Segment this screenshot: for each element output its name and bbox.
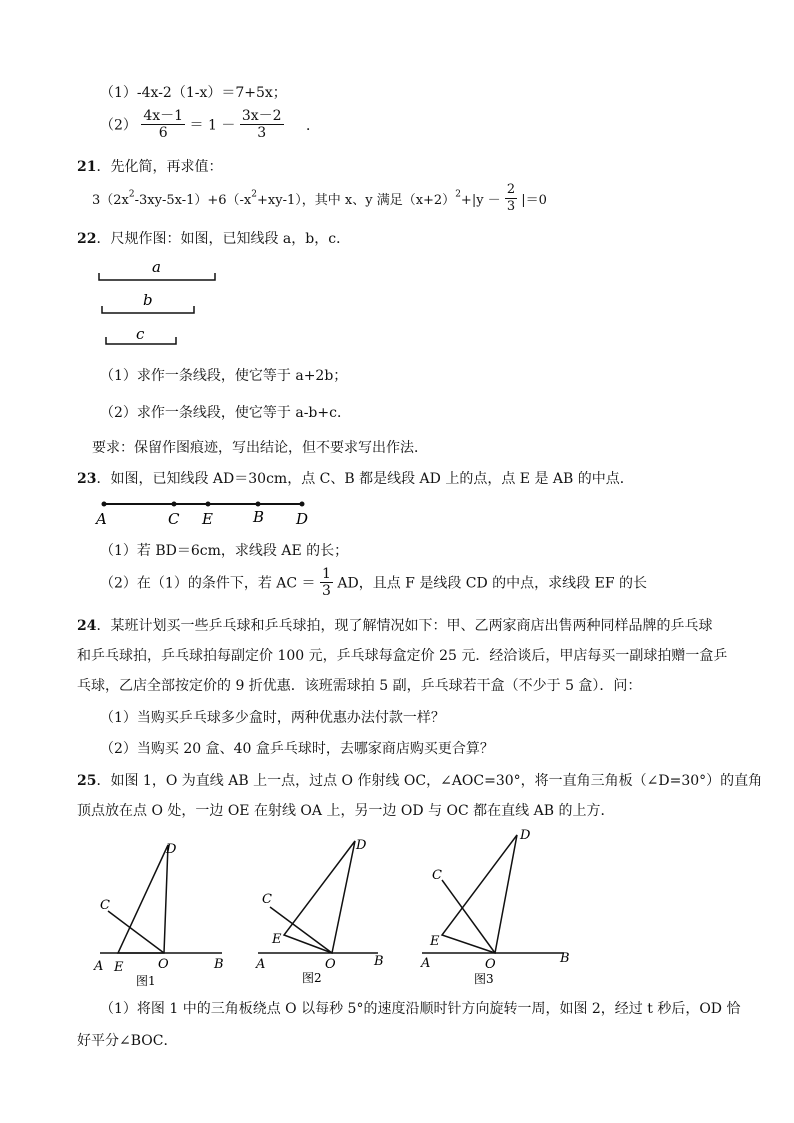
q23-part2 [100,566,647,604]
q24-line1-text: ．某班计划买一些乒乓球和乒乓球拍，现了解情况如下：甲、乙两家商店出售两种同样品牌的乒乓球 [96,618,713,634]
q21-sup-3: 2 [455,189,461,200]
q20-rhs-numerator: 3x－2 [241,108,282,124]
q23-frac-den: 3 [322,583,331,599]
fig2-label-a: A [256,957,266,972]
q20-lhs-denominator: 6 [158,125,168,141]
fig2-label-b: B [374,954,384,969]
q23-part2-a: （2）在（1）的条件下，若 AC ＝ [100,575,316,592]
q20-lhs-numerator: 4x－1 [143,108,184,124]
fig2-label-c: C [262,892,272,907]
point-e-dot [206,502,211,507]
q24-line3: 乓球，乙店全部按定价的 9 折优惠．该班需球拍 5 副，乒乓球若干盒（不少于 5 盒）．问： [77,678,642,694]
q23-line-figure [92,494,322,528]
point-c-label: C [168,510,180,528]
fig2-label-d: D [356,838,367,853]
fig1-label-e: E [114,960,124,975]
point-a-label: A [96,510,107,528]
q24-number: 24 [77,618,97,634]
figure-3 [420,828,570,986]
q22-part2: （2）求作一条线段，使它等于 a-b+c． [100,405,351,421]
segment-a-label: a [152,258,161,276]
q23-title: ．如图，已知线段 AD＝30cm，点 C、B 都是线段 AD 上的点，点 E 是 AB 的中点． [96,471,634,487]
q21-title: ．先化简，再求值： [96,159,223,175]
q22-segments-figure [90,255,230,350]
q24-line2: 和乒乓球拍，乒乓球拍每副定价 100 元，乒乓球每盒定价 25 元．经洽谈后，甲店每买一副球拍赠一盒乒 [77,648,728,664]
point-d-label: D [296,510,309,528]
q22-title: ．尺规作图：如图，已知线段 a，b，c． [96,231,351,247]
q20-rhs-fraction [240,108,284,141]
q20-part1: （1）-4x-2（1-x）＝7+5x； [100,85,287,101]
q20-end: ． [305,117,320,134]
q23-heading [77,468,634,488]
q25-line1 [77,770,762,790]
fig2-label-o: O [325,957,336,972]
q23-number: 23 [77,471,97,487]
figure-2 [255,838,384,985]
q25-number: 25 [77,773,97,789]
q21-frac-num: 2 [506,182,516,197]
q21-sup-1: 2 [128,189,135,200]
figure-1 [93,842,224,988]
q25-line1-text: ．如图 1，O 为直线 AB 上一点，过点 O 作射线 OC，∠AOC=30°，将一直角三角板（∠D=30°）的直角 [96,773,763,789]
q21-number: 21 [77,159,97,175]
point-e-label: E [202,510,213,528]
q21-expr-e: |＝0 [521,193,547,208]
fig2-label-e: E [272,932,282,947]
segment-c [106,325,176,344]
fig3-label-b: B [560,951,570,966]
fig1-label-a: A [94,959,104,974]
q21-frac-den: 3 [506,199,516,214]
fig1-label-d: D [166,842,177,857]
fig3-label-a: A [421,956,431,971]
fig1-label-b: B [214,957,224,972]
q20-lhs-fraction [141,108,185,141]
q25-figures [80,825,580,990]
point-a-dot [102,502,107,507]
q24-part1: （1）当购买乒乓球多少盒时，两种优惠办法付款一样？ [100,710,445,726]
point-c-dot [172,502,177,507]
fig1-label-c: C [100,898,110,913]
q21-sup-2: 2 [251,189,258,200]
q23-fraction [320,566,333,599]
q22-number: 22 [77,231,97,247]
q25-line2: 顶点放在点 O 处，一边 OE 在射线 OA 上，另一边 OD 与 OC 都在直线 AB 的上方． [77,803,615,819]
point-b-label: B [253,508,265,526]
q21-expr-a: 3（2x [92,193,129,208]
fig1-caption: 图1 [136,974,156,988]
fig3-caption: 图3 [474,972,494,986]
q25-part1-line1: （1）将图 1 中的三角板绕点 O 以每秒 5°的速度沿顺时针方向旋转一周，如图 2，经过 t 秒后，OD 恰 [100,1001,741,1017]
q21-fraction [505,182,517,215]
q22-heading [77,228,350,248]
fig2-caption: 图2 [302,971,322,985]
fig3-label-e: E [430,934,440,949]
point-d-dot [300,502,305,507]
q22-part1: （1）求作一条线段，使它等于 a+2b； [100,368,348,384]
q24-part2: （2）当购买 20 盒、40 盒乒乓球时，去哪家商店购买更合算？ [100,741,494,757]
q23-part1: （1）若 BD＝6cm，求线段 AE 的长； [100,543,349,559]
q20-equals: ＝ 1 － [189,117,236,134]
q20-part2-prefix: （2） [100,117,137,134]
q24-line1 [77,615,712,635]
point-b-dot [256,502,261,507]
q20-rhs-denominator: 3 [257,125,267,141]
q21-expr-c: +xy-1），其中 x、y 满足（x+2） [257,193,456,208]
q21-heading [77,156,222,176]
q20-part2 [100,108,320,148]
segment-b [102,291,194,313]
fig3-label-o: O [485,957,496,972]
q25-part1-line2: 好平分∠BOC． [77,1033,178,1049]
segment-a [99,258,215,280]
q22-note: 要求：保留作图痕迹，写出结论，但不要求写出作法． [92,440,428,456]
fig3-label-c: C [432,868,442,883]
segment-b-label: b [143,291,153,309]
fig3-label-d: D [520,828,531,843]
fig1-label-o: O [158,957,169,972]
q21-expr-b: -3xy-5x-1）+6（-x [134,193,252,208]
q21-expression [92,182,547,220]
segment-c-label: c [136,325,145,343]
q21-expr-d: +|y － [460,193,501,208]
q23-part2-b: AD，且点 F 是线段 CD 的中点，求线段 EF 的长 [337,575,647,592]
q23-frac-num: 1 [322,566,331,582]
